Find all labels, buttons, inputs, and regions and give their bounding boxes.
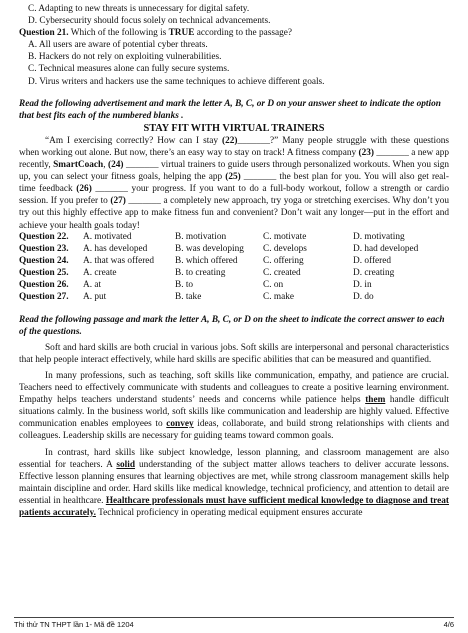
advertisement-text bbox=[19, 135, 449, 232]
blank-26: (26) bbox=[76, 184, 92, 195]
ad-text-3: _______ a new app recently, bbox=[19, 147, 450, 171]
passage-paragraph-1: Soft and hard skills are both crucial in various jobs. Soft skills are interpersonal and personal characteristics that help people interact effectively, while hard skills are specific abilities that can be measured and quantified. bbox=[19, 342, 449, 365]
option-a: A. that was offered bbox=[83, 255, 155, 266]
ad-text-7: _______ your progress. If you want to do a full-body workout, follow a strength or cardio session. If you prefer to bbox=[19, 184, 449, 207]
option-c: C. created bbox=[263, 267, 301, 278]
option-c: C. offering bbox=[263, 255, 304, 266]
option-b: B. to bbox=[175, 279, 194, 290]
para2-text-3: ideas, collaborate, and build strong relationships with clients and colleagues. Leadership skills are necessary for guiding teams toward common goals. bbox=[19, 419, 449, 442]
question-21-emphasis: TRUE bbox=[168, 28, 195, 39]
q20-option-d: D. Cybersecurity should focus solely on technical advancements. bbox=[28, 16, 271, 27]
option-c: C. develops bbox=[263, 243, 307, 254]
ad-text-2: _______?” Many people struggle with these questions when working out alone. But now, there’s an easy way to stay on track! A fitness company bbox=[19, 135, 449, 158]
question-label: Question 24. bbox=[19, 255, 69, 266]
page-footer bbox=[14, 617, 454, 629]
blank-24: (24) bbox=[108, 160, 124, 171]
para3-text-2: understanding of the subject matter allows teachers to deliver accurate lessons. Effective lesson planning ensures that learning objectives are met, while strong classroom management skills help maintain discipline and order. Hard skills like medical knowledge, technical proficiency, and attention to detail are essential in healthcare. bbox=[19, 459, 449, 506]
option-d: D. creating bbox=[353, 267, 395, 278]
option-c: C. on bbox=[263, 279, 284, 290]
question-21-text-end: according to the passage? bbox=[194, 28, 293, 39]
option-c: C. make bbox=[263, 291, 294, 302]
option-b: B. to creating bbox=[175, 267, 226, 278]
para3-text-3: Technical proficiency in operating medical equipment ensures accurate bbox=[95, 508, 363, 518]
q21-option-d: D. Virus writers and hackers use the same techniques to achieve different goals. bbox=[28, 76, 325, 87]
highlighted-word-solid: solid bbox=[116, 459, 136, 470]
option-c: C. motivate bbox=[263, 231, 307, 242]
para3-text-1: In contrast, hard skills like subject knowledge, lesson planning, and classroom management are also essential for teachers. A bbox=[19, 447, 449, 470]
para2-text-1: In many professions, such as teaching, soft skills like communication, empathy, and patience are crucial. Teachers need to effectively communicate with students and colleagues to create a positive learning environment. Empathy helps teachers understand students’ needs and concerns while patience helps bbox=[19, 370, 449, 406]
question-label: Question 23. bbox=[19, 243, 69, 254]
passage-paragraph-3 bbox=[19, 447, 449, 520]
ad-text-1: “Am I exercising correctly? How can I stay bbox=[45, 135, 222, 146]
underlined-sentence: Healthcare professionals must have sufficient medical knowledge to diagnose and treat patients accurately. bbox=[19, 495, 449, 518]
q20-option-c: C. Adapting to new threats is unnecessary for digital safety. bbox=[28, 4, 250, 14]
page-number: 4/6 bbox=[443, 620, 454, 629]
question-row bbox=[19, 292, 418, 304]
ad-text-4: , bbox=[103, 160, 109, 171]
question-label: Question 26. bbox=[19, 279, 69, 290]
blank-25: (25) bbox=[225, 172, 241, 183]
question-21-text: Which of the following is bbox=[68, 28, 169, 39]
blank-22: (22) bbox=[221, 135, 238, 146]
passage-paragraph-2 bbox=[19, 370, 449, 443]
q21-option-c: C. Technical measures alone can fully secure systems. bbox=[28, 64, 230, 75]
option-d: D. offered bbox=[353, 255, 392, 266]
q21-option-b: B. Hackers do not rely on exploiting vulnerabilities. bbox=[28, 52, 222, 63]
app-brand-name: SmartCoach bbox=[53, 160, 104, 171]
question-21-label: Question 21. bbox=[19, 28, 69, 39]
option-d: D. in bbox=[353, 279, 372, 290]
blank-23: (23) bbox=[358, 147, 374, 158]
option-d: D. motivating bbox=[353, 231, 405, 242]
q21-option-a: A. All users are aware of potential cyber threats. bbox=[28, 40, 208, 51]
option-a: A. put bbox=[83, 291, 107, 302]
option-a: A. motivated bbox=[83, 231, 132, 242]
question-21-stem bbox=[19, 27, 449, 39]
question-row bbox=[19, 268, 418, 280]
answer-options-table bbox=[19, 232, 418, 304]
para2-text-2: handle difficult situations calmly. In the business world, soft skills like communication and leadership are highly valued. Effective communication enables employees to bbox=[19, 395, 449, 430]
exam-code-label: Thi thử TN THPT lần 1- Mã đề 1204 bbox=[14, 620, 134, 629]
option-b: B. which offered bbox=[175, 255, 238, 266]
advertisement-instruction: Read the following advertisement and mark the letter A, B, C, or D on your answer sheet to indicate the option that best fits each of the numbered blanks . bbox=[19, 98, 441, 121]
option-d: D. had developed bbox=[353, 243, 419, 254]
blank-27: (27) bbox=[110, 196, 126, 207]
question-label: Question 22. bbox=[19, 231, 69, 242]
question-label: Question 25. bbox=[19, 267, 69, 278]
ad-text-8: _______ a completely new approach, try yoga or stretching exercises. Why don’t you try out this highly effective app to make fitness fun and convenient? Don’t wait any longer—put in the effort and achieve your health goals today! bbox=[19, 196, 449, 231]
option-b: B. was developing bbox=[175, 243, 244, 254]
question-row bbox=[19, 280, 418, 292]
option-a: A. create bbox=[83, 267, 117, 278]
advertisement-title: STAY FIT WITH VIRTUAL TRAINERS bbox=[143, 122, 325, 134]
highlighted-word-convey: convey bbox=[166, 419, 194, 430]
question-row bbox=[19, 256, 418, 268]
ad-text-5: _______ virtual trainers to guide users through personalized workouts. When you sign up, you can select your fitness goals, helping the app bbox=[19, 160, 450, 183]
option-d: D. do bbox=[353, 291, 374, 302]
option-b: B. motivation bbox=[175, 231, 227, 242]
ad-text-6: _______ the best plan for you. You will also get real-time feedback bbox=[19, 172, 449, 195]
option-b: B. take bbox=[175, 291, 202, 302]
passage-instruction: Read the following passage and mark the letter A, B, C, or D on the sheet to indicate the correct answer to each of the questions. bbox=[19, 314, 445, 337]
highlighted-word-them: them bbox=[365, 395, 386, 406]
question-row bbox=[19, 244, 418, 256]
option-a: A. has developed bbox=[83, 243, 148, 254]
question-label: Question 27. bbox=[19, 291, 69, 302]
option-a: A. at bbox=[83, 279, 102, 290]
question-row bbox=[19, 232, 418, 244]
